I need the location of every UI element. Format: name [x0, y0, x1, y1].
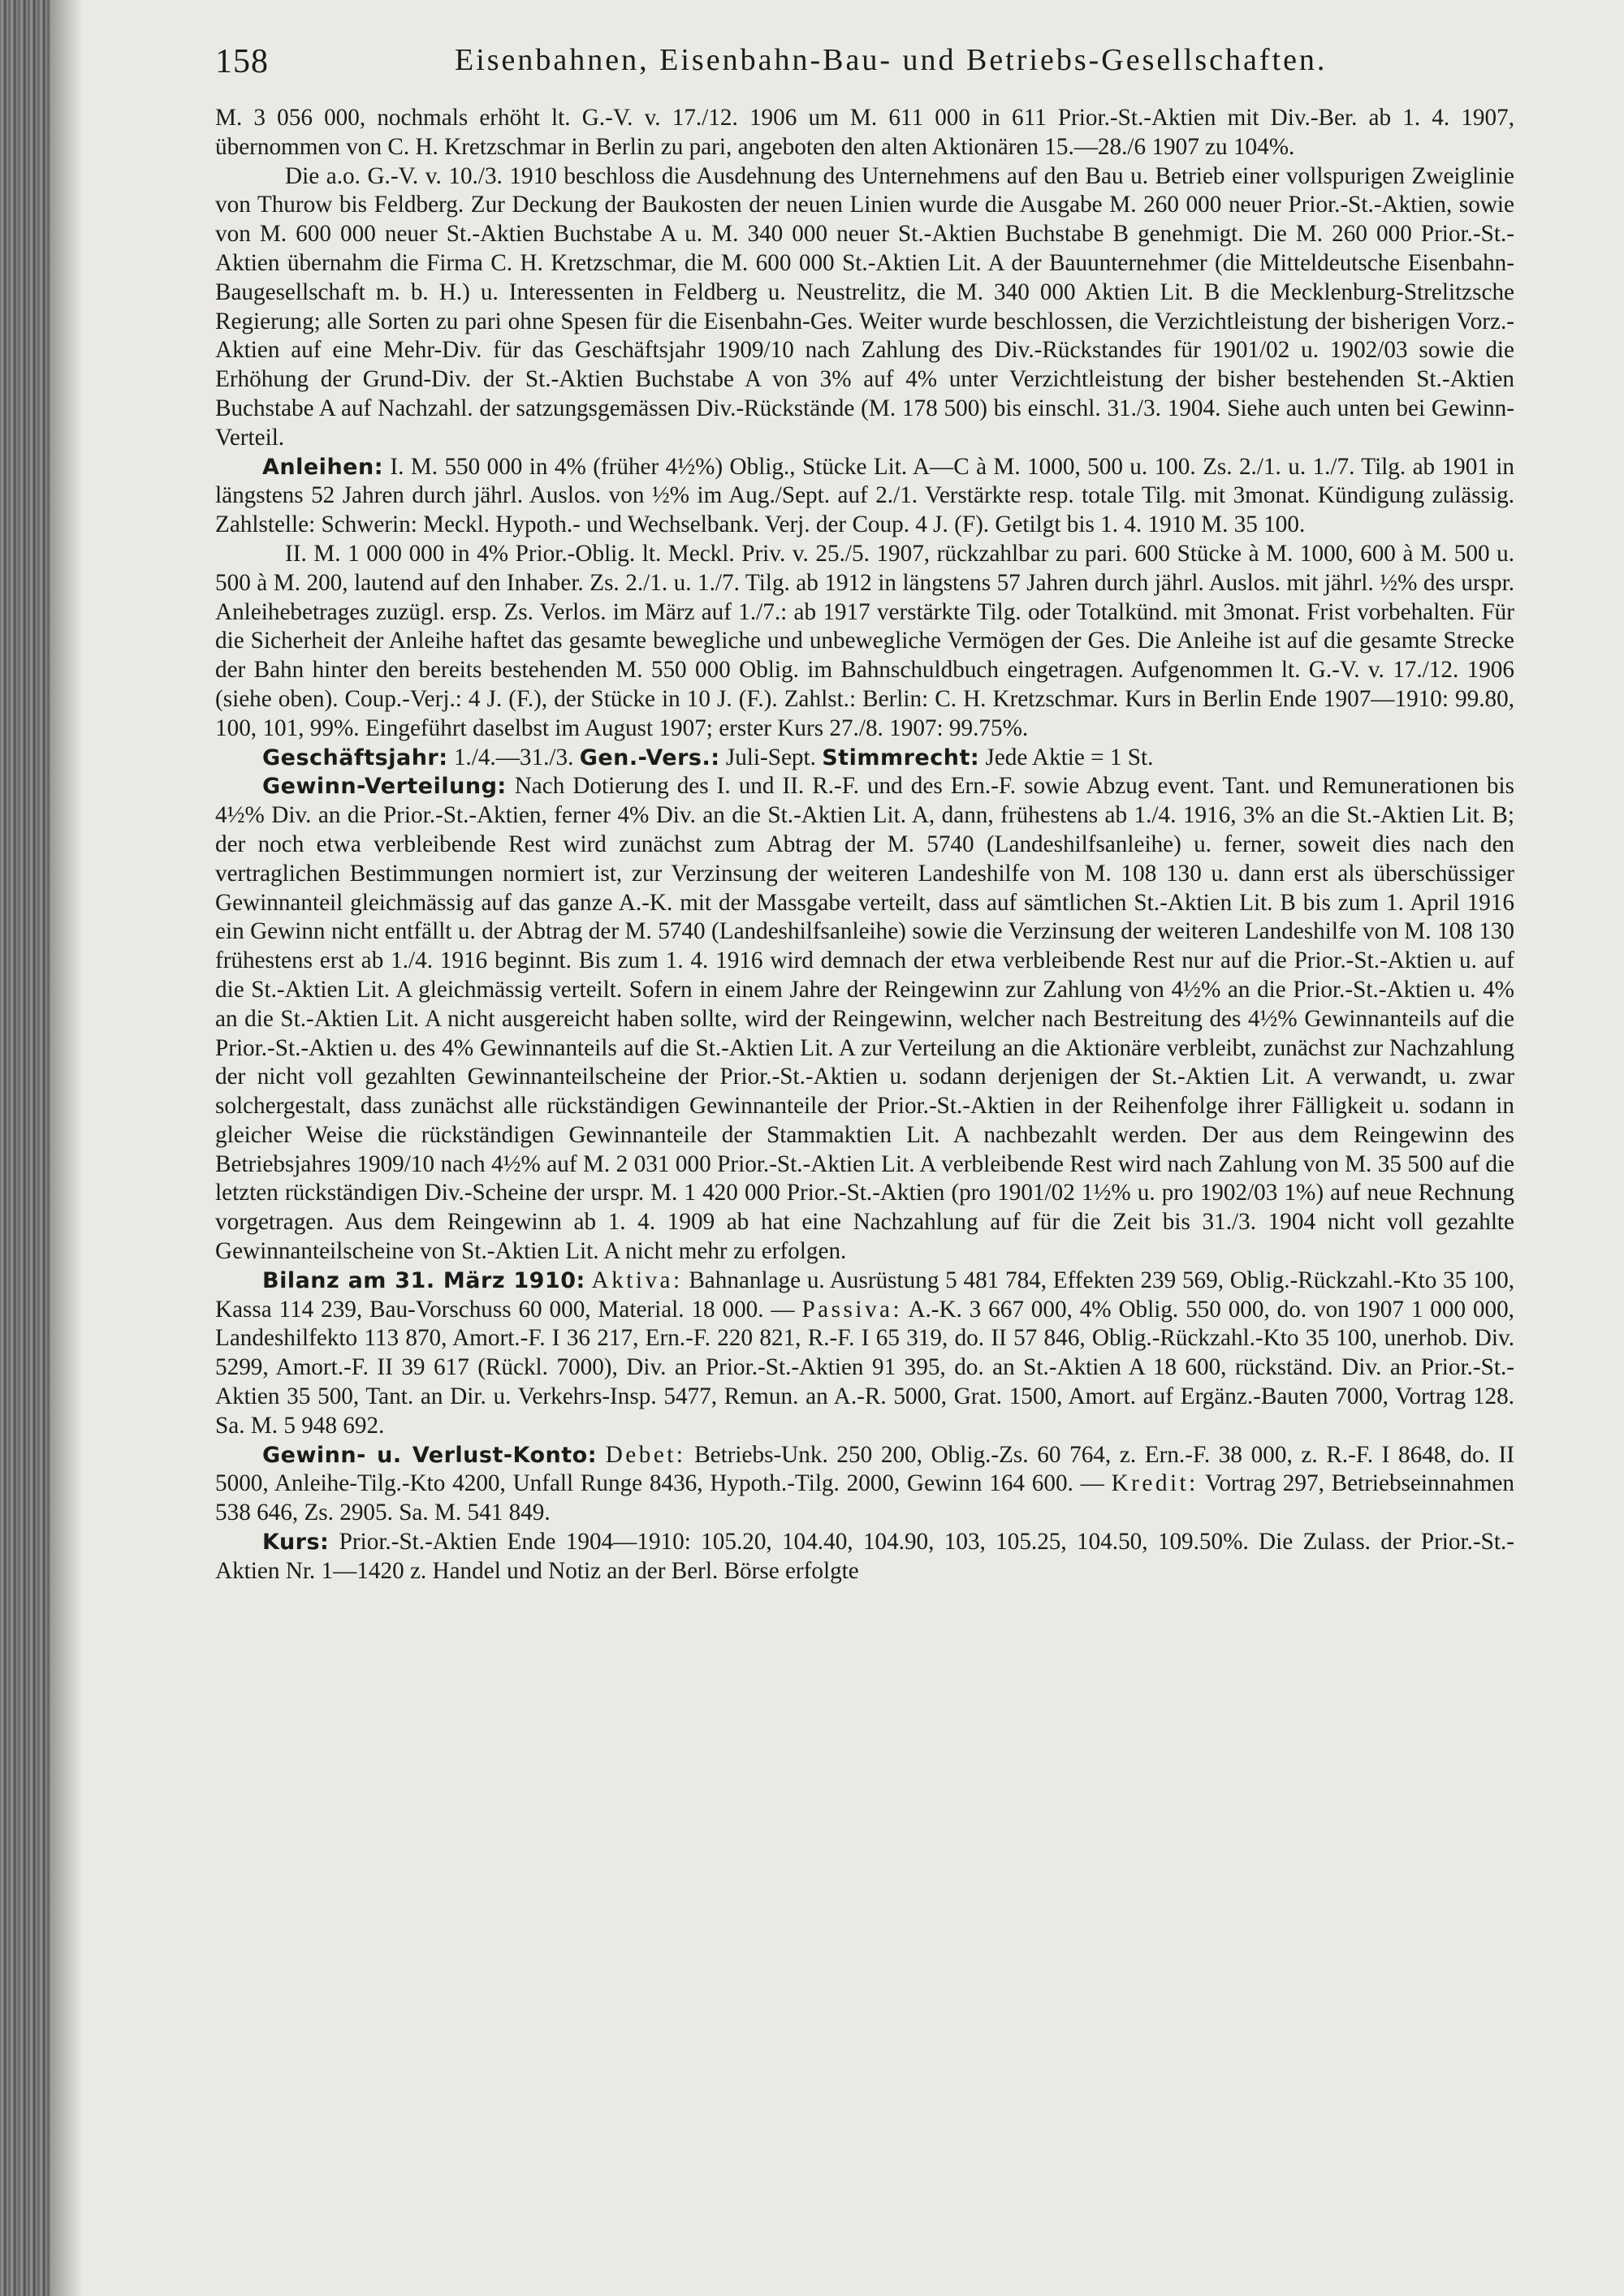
credit-label: Kredit: — [1111, 1470, 1199, 1497]
profit-loss-heading: Gewinn- u. Verlust-Konto: — [262, 1442, 598, 1468]
business-year-text: 1./4.—31./3. — [447, 744, 580, 770]
paragraph-loan-two: II. M. 1 000 000 in 4% Prior.-Oblig. lt. Meckl. Priv. v. 25./5. 1907, rückzahlbar zu pari. 600 Stücke à M. 1000, 600 à M. 500 u. 500 à M. 200, lautend auf den Inhaber. Zs. 2./1. u. 1./7. Tilg. ab 1912 in längstens 57 Jahren durch jährl. Auslos. mit jährl. ½% des urspr. Anleihebetrages zuzügl. ersp. Zs. Verlos. im März auf 1./7.: ab 1917 verstärkte Tilg. oder Totalkünd. mit 3monat. Frist vorbehalten. Für die Sicherheit der Anleihe haftet das gesamte bewegliche und unbewegliche Vermögen der Ges. Die Anleihe ist auf die gesamte Strecke der Bahn hinter den bereits bestehenden M. 550 000 Oblig. im Bahnschuldbuch eingetragen. Aufgenommen lt. G.-V. v. 17./12. 1906 (siehe oben). Coup.-Verj.: 4 J. (F.), der Stücke in 10 J. (F.). Zahlst.: Berlin: C. H. Kretzschmar. Kurs in Berlin Ende 1907—1910: 99.80, 100, 101, 99%. Eingeführt daselbst im August 1907; erster Kurs 27./8. 1907: 99.75%. — [215, 540, 1514, 741]
profit-distribution-text: Nach Dotierung des I. und II. R.-F. und des Ern.-F. sowie Abzug event. Tant. und Remunerationen bis 4½% Div. an die Prior.-St.-Aktien, ferner 4% Div. an die St.-Aktien Lit. A, dann, frühestens ab 1./4. 1916, 3% an die St.-Aktien Lit. B; der noch etwa verbleibende Rest wird zunächst zum Abtrag der M. 5740 (Landeshilfsanleihe) u. ferner, soweit dies nach den vertraglichen Bestimmungen normiert ist, zur Verzinsung der weiteren Landeshilfe von M. 108 130 u. dann erst als überschüssiger Gewinnanteil gleichmässig auf das ganze A.-K. mit der Massgabe verteilt, dass auf sämtlichen St.-Aktien Lit. B bis zum 1. April 1916 ein Gewinn nicht entfällt u. der Abtrag der M. 5740 (Landeshilfsanleihe) sowie die Verzinsung der weiteren Landeshilfe von M. 108 130 frühestens erst ab 1./4. 1916 beginnt. Bis zum 1. 4. 1916 wird demnach der etwa verbleibende Rest nur auf die Prior.-St.-Aktien u. auf die St.-Aktien Lit. A gleichmässig verteilt. Sofern in einem Jahre der Reingewinn zur Zahlung von 4½% an die Prior.-St.-Aktien u. 4% an die St.-Aktien Lit. A nicht ausgereicht haben sollte, wird der Reingewinn, welcher nach Bestreitung des 4½% Gewinnanteils auf die Prior.-St.-Aktien u. des 4% Gewinnanteils auf die St.-Aktien Lit. A zur Verteilung an die Aktionäre verbleibt, zunächst zur Nachzahlung der nicht voll gezahlten Gewinnanteilscheine der Prior.-St.-Aktien u. sodann derjenigen der St.-Aktien Lit. A verwandt, u. zwar solchergestalt, dass zunächst alle rückständigen Gewinnanteile der Prior.-St.-Aktien in der Reihenfolge ihrer Fälligkeit u. sodann in gleicher Weise die rückständigen Gewinnanteile der Stammaktien Lit. A nachbezahlt werden. Der aus dem Reingewinn des Betriebsjahres 1909/10 nach 4½% auf M. 2 031 000 Prior.-St.-Aktien Lit. A verbleibende Rest wird nach Zahlung von M. 35 500 auf die letzten rückständigen Div.-Scheine der urspr. M. 1 420 000 Prior.-St.-Aktien (pro 1901/02 1½% u. pro 1902/03 1%) auf neue Rechnung vorgetragen. Aus dem Reingewinn ab 1. 4. 1909 ab hat eine Nachzahlung auf für die Zeit bis 31./3. 1904 nicht voll gezahlte Gewinnanteilscheine von St.-Aktien Lit. A nicht mehr zu erfolgen. — [215, 773, 1514, 1265]
book-binding — [0, 0, 50, 2296]
paragraph-profit-loss — [215, 1441, 1514, 1528]
quotation-heading: Kurs: — [262, 1530, 330, 1556]
paragraph-balance-sheet — [215, 1267, 1514, 1441]
running-head: Eisenbahnen, Eisenbahn-Bau- und Betriebs-Gesellschaften. — [455, 43, 1328, 77]
quotation-text: Prior.-St.-Aktien Ende 1904—1910: 105.20, 104.40, 104.90, 103, 105.25, 104.50, 109.50%. Die Zulass. der Prior.-St.-Aktien Nr. 1—1420 z. Handel und Notiz an der Berl. Börse erfolgte — [215, 1529, 1514, 1584]
paragraph-business-year — [215, 744, 1514, 773]
liabilities-text: A.-K. 3 667 000, 4% Oblig. 550 000, do. von 1907 1 000 000, Landeshilfekto 113 870, Amort.-F. I 36 217, Ern.-F. 220 821, R.-F. I 65 319, do. II 57 846, Oblig.-Rückzahl.-Kto 35 100, unerhob. Div. 5299, Amort.-F. II 39 617 (Rückl. 7000), Div. an Prior.-St.-Aktien 91 395, do. an St.-Aktien A 18 600, rückständ. Div. an Prior.-St.-Aktien 35 500, Tant. an Dir. u. Verkehrs-Insp. 5477, Remun. an A.-R. 5000, Grat. 1500, Amort. auf Ergänz.-Bauten 7000, Vortrag 128. Sa. M. 5 948 692. — [215, 1296, 1514, 1439]
assets-label: Aktiva: — [591, 1267, 683, 1293]
voting-right-heading: Stimmrecht: — [822, 744, 980, 770]
general-meeting-heading: Gen.-Vers.: — [579, 744, 720, 770]
page — [207, 42, 1521, 2267]
paragraph-extension-resolution: Die a.o. G.-V. v. 10./3. 1910 beschloss die Ausdehnung des Unternehmens auf den Bau u. Betrieb einer vollspurigen Zweiglinie von Thurow bis Feldberg. Zur Deckung der Baukosten der neuen Linien wurde die Ausgabe M. 260 000 neuer Prior.-St.-Aktien, sowie von M. 600 000 neuer St.-Aktien Buchstabe A u. M. 340 000 neuer St.-Aktien Buchstabe B genehmigt. Die M. 260 000 Prior.-St.-Aktien übernahm die Firma C. H. Kretzschmar, die M. 600 000 St.-Aktien Lit. A der Bauunternehmer (die Mitteldeutsche Eisenbahn-Baugesellschaft m. b. H.) u. Interessenten in Feldberg u. Neustrelitz, die M. 340 000 Aktien Lit. B die Mecklenburg-Strelitzsche Regierung; alle Sorten zu pari ohne Spesen für die Eisenbahn-Ges. Weiter wurde beschlossen, die Verzichtleistung der bisherigen Vorz.-Aktien auf eine Mehr-Div. für das Geschäftsjahr 1909/10 nach Zahlung des Div.-Rückstandes für 1901/02 u. 1902/03 sowie die Erhöhung der Grund-Div. der St.-Aktien Buchstabe A von 3% auf 4% unter Verzichtleistung der bisher bestehenden St.-Aktien Buchstabe A auf Nachzahl. der satzungsgemässen Div.-Rückstände (M. 178 500) bis einschl. 31./3. 1904. Siehe auch unten bei Gewinn-Verteil. — [215, 162, 1514, 451]
page-number: 158 — [215, 43, 269, 80]
general-meeting-text: Juli-Sept. — [719, 744, 823, 770]
paragraph-loans — [215, 453, 1514, 540]
business-year-heading: Geschäftsjahr: — [262, 744, 448, 770]
paragraph-quotation — [215, 1528, 1514, 1586]
binding-shadow — [50, 0, 83, 2296]
debit-text: Betriebs-Unk. 250 200, Oblig.-Zs. 60 764, z. Ern.-F. 38 000, z. R.-F. I 8648, do. II 5000, Anleihe-Tilg.-Kto 4200, Unfall Runge 8436, Hypoth.-Tilg. 2000, Gewinn 164 600. — — [215, 1441, 1514, 1497]
voting-right-text: Jede Aktie = 1 St. — [979, 744, 1154, 770]
loans-heading: Anleihen: — [262, 454, 383, 480]
liabilities-label: Passiva: — [801, 1296, 903, 1323]
balance-sheet-heading: Bilanz am 31. März 1910: — [262, 1267, 585, 1293]
credit-text: Vortrag 297, Betriebseinnahmen 538 646, Zs. 2905. Sa. M. 541 849. — [215, 1470, 1514, 1526]
paragraph-profit-distribution — [215, 772, 1514, 1267]
page-header — [207, 42, 1521, 91]
article-body — [215, 104, 1514, 1586]
assets-text: Bahnanlage u. Ausrüstung 5 481 784, Effekten 239 569, Oblig.-Rückzahl.-Kto 35 100, Kassa 114 239, Bau-Vorschuss 60 000, Material. 18 000. — — [215, 1267, 1515, 1323]
debit-label: Debet: — [605, 1441, 686, 1468]
loans-text: I. M. 550 000 in 4% (früher 4½%) Oblig., Stücke Lit. A—C à M. 1000, 500 u. 100. Zs. 2./1. u. 1./7. Tilg. ab 1901 in längstens 52 Jahren durch jährl. Auslos. von ½% im Aug./Sept. auf 2./1. Verstärkte resp. totale Tilg. mit 3monat. Kündigung zulässig. Zahlstelle: Schwerin: Meckl. Hypoth.- und Wechselbank. Verj. der Coup. 4 J. (F). Getilgt bis 1. 4. 1910 M. 35 100. — [215, 453, 1514, 538]
profit-distribution-heading: Gewinn-Verteilung: — [262, 774, 507, 800]
paragraph-capital-history: M. 3 056 000, nochmals erhöht lt. G.-V. v. 17./12. 1906 um M. 611 000 in 611 Prior.-St.-Aktien mit Div.-Ber. ab 1. 4. 1907, übernommen von C. H. Kretzschmar in Berlin zu pari, angeboten den alten Aktionären 15.—28./6 1907 zu 104%. — [215, 105, 1514, 160]
